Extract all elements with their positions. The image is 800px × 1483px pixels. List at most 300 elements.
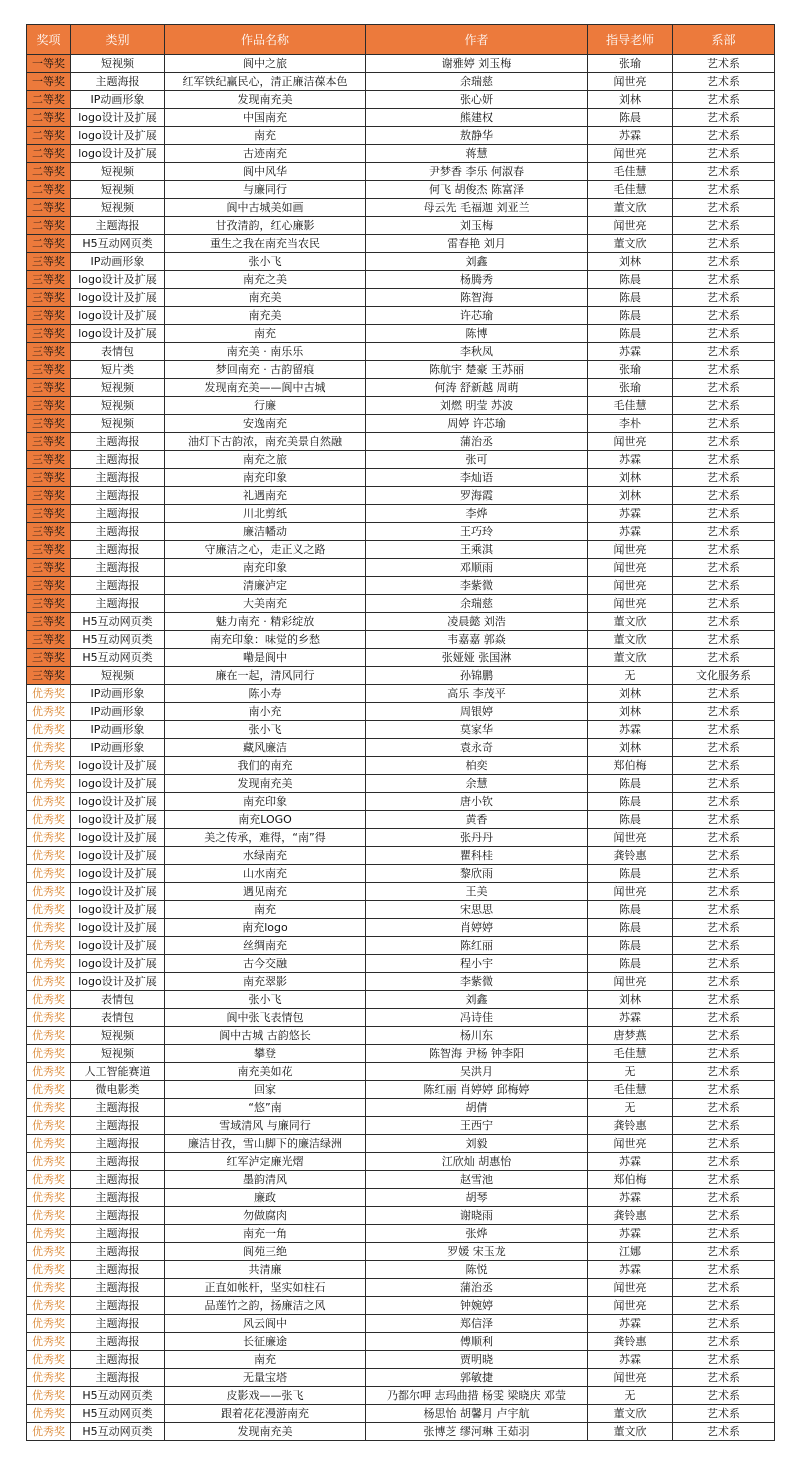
award-cell: 优秀奖 [27, 793, 71, 811]
award-cell: 三等奖 [27, 379, 71, 397]
work-title-cell: 清廉泸定 [165, 577, 366, 595]
table-row [27, 829, 775, 847]
category-cell: logo设计及扩展 [71, 919, 165, 937]
work-title-cell: 南充 [165, 325, 366, 343]
category-cell: logo设计及扩展 [71, 955, 165, 973]
category-cell: 主题海报 [71, 1207, 165, 1225]
award-cell: 三等奖 [27, 451, 71, 469]
award-cell: 三等奖 [27, 271, 71, 289]
category-cell: 短视频 [71, 163, 165, 181]
work-title-cell: 红军泸定廉光熠 [165, 1153, 366, 1171]
category-cell: 主题海报 [71, 217, 165, 235]
table-row [27, 685, 775, 703]
work-title-cell: 跟着花花漫游南充 [165, 1405, 366, 1423]
category-cell: logo设计及扩展 [71, 973, 165, 991]
table-row [27, 847, 775, 865]
author-cell: 谢晓雨 [366, 1207, 588, 1225]
award-cell: 优秀奖 [27, 1027, 71, 1045]
work-title-cell: 南充印象 [165, 559, 366, 577]
category-cell: 短视频 [71, 397, 165, 415]
work-title-cell: 风云阆中 [165, 1315, 366, 1333]
table-row [27, 1189, 775, 1207]
category-cell: IP动画形象 [71, 91, 165, 109]
department-cell: 艺术系 [673, 1333, 775, 1351]
category-cell: 主题海报 [71, 1189, 165, 1207]
advisor-cell: 陈晨 [588, 919, 673, 937]
department-cell: 艺术系 [673, 1027, 775, 1045]
advisor-cell: 毛佳慧 [588, 163, 673, 181]
department-cell: 艺术系 [673, 289, 775, 307]
work-title-cell: 藏风廉洁 [165, 739, 366, 757]
author-cell: 杨川东 [366, 1027, 588, 1045]
work-title-cell: 南充 [165, 127, 366, 145]
award-cell: 三等奖 [27, 505, 71, 523]
work-title-cell: 南充美 [165, 307, 366, 325]
table-row [27, 523, 775, 541]
author-cell: 邓顺雨 [366, 559, 588, 577]
advisor-cell: 毛佳慧 [588, 397, 673, 415]
department-cell: 艺术系 [673, 1315, 775, 1333]
author-cell: 蒋慧 [366, 145, 588, 163]
department-cell: 艺术系 [673, 1225, 775, 1243]
award-cell: 三等奖 [27, 559, 71, 577]
advisor-cell: 董文欣 [588, 1405, 673, 1423]
advisor-cell: 陈晨 [588, 901, 673, 919]
category-cell: 主题海报 [71, 1279, 165, 1297]
award-cell: 二等奖 [27, 235, 71, 253]
department-cell: 艺术系 [673, 847, 775, 865]
author-cell: 张博芝 缪河琳 王茹羽 [366, 1423, 588, 1441]
table-row [27, 109, 775, 127]
award-cell: 二等奖 [27, 181, 71, 199]
work-title-cell: 南充美 · 南乐乐 [165, 343, 366, 361]
department-cell: 艺术系 [673, 307, 775, 325]
department-cell: 艺术系 [673, 91, 775, 109]
department-cell: 艺术系 [673, 73, 775, 91]
category-cell: logo设计及扩展 [71, 847, 165, 865]
department-cell: 艺术系 [673, 775, 775, 793]
department-cell: 艺术系 [673, 127, 775, 145]
work-title-cell: 安逸南充 [165, 415, 366, 433]
author-cell: 许芯瑜 [366, 307, 588, 325]
department-cell: 艺术系 [673, 1243, 775, 1261]
award-cell: 优秀奖 [27, 991, 71, 1009]
work-title-cell: 美之传承，难得，“南”得 [165, 829, 366, 847]
author-cell: 尹梦香 李乐 何淑春 [366, 163, 588, 181]
table-row [27, 559, 775, 577]
table-row [27, 379, 775, 397]
category-cell: 主题海报 [71, 469, 165, 487]
table-row [27, 739, 775, 757]
department-cell: 艺术系 [673, 1009, 775, 1027]
work-title-cell: 张小飞 [165, 721, 366, 739]
award-cell: 优秀奖 [27, 1099, 71, 1117]
award-cell: 优秀奖 [27, 1063, 71, 1081]
advisor-cell: 陈晨 [588, 775, 673, 793]
work-title-cell: 南充logo [165, 919, 366, 937]
author-cell: 王西宁 [366, 1117, 588, 1135]
category-cell: 短视频 [71, 181, 165, 199]
table-row [27, 865, 775, 883]
advisor-cell: 董文欣 [588, 613, 673, 631]
award-cell: 三等奖 [27, 433, 71, 451]
table-row [27, 1207, 775, 1225]
category-cell: 主题海报 [71, 1261, 165, 1279]
advisor-cell: 闻世亮 [588, 1369, 673, 1387]
author-cell: 杨腾秀 [366, 271, 588, 289]
work-title-cell: 阆中古城 古韵悠长 [165, 1027, 366, 1045]
author-cell: 程小宇 [366, 955, 588, 973]
department-cell: 艺术系 [673, 811, 775, 829]
table-row [27, 253, 775, 271]
header-work-title: 作品名称 [165, 25, 366, 55]
award-cell: 优秀奖 [27, 1171, 71, 1189]
table-row [27, 775, 775, 793]
advisor-cell: 闻世亮 [588, 433, 673, 451]
award-cell: 优秀奖 [27, 1351, 71, 1369]
department-cell: 艺术系 [673, 1045, 775, 1063]
table-row [27, 127, 775, 145]
department-cell: 艺术系 [673, 793, 775, 811]
advisor-cell: 唐梦燕 [588, 1027, 673, 1045]
table-row [27, 1063, 775, 1081]
author-cell: 王乘淇 [366, 541, 588, 559]
advisor-cell: 龚铃惠 [588, 1207, 673, 1225]
category-cell: 主题海报 [71, 1315, 165, 1333]
category-cell: 主题海报 [71, 73, 165, 91]
department-cell: 艺术系 [673, 937, 775, 955]
work-title-cell: 魅力南充 · 精彩绽放 [165, 613, 366, 631]
table-row [27, 343, 775, 361]
author-cell: 刘玉梅 [366, 217, 588, 235]
author-cell: 郭敏捷 [366, 1369, 588, 1387]
category-cell: IP动画形象 [71, 685, 165, 703]
category-cell: 主题海报 [71, 1369, 165, 1387]
category-cell: 短视频 [71, 55, 165, 73]
department-cell: 艺术系 [673, 145, 775, 163]
author-cell: 陈智海 [366, 289, 588, 307]
table-row [27, 1009, 775, 1027]
department-cell: 艺术系 [673, 1207, 775, 1225]
award-cell: 二等奖 [27, 199, 71, 217]
table-row [27, 1279, 775, 1297]
table-row [27, 811, 775, 829]
category-cell: 主题海报 [71, 595, 165, 613]
department-cell: 艺术系 [673, 901, 775, 919]
author-cell: 蒲治丞 [366, 433, 588, 451]
award-cell: 三等奖 [27, 487, 71, 505]
department-cell: 艺术系 [673, 361, 775, 379]
author-cell: 韦嘉嘉 郭焱 [366, 631, 588, 649]
award-cell: 优秀奖 [27, 1369, 71, 1387]
advisor-cell: 张瑜 [588, 55, 673, 73]
author-cell: 雷春艳 刘月 [366, 235, 588, 253]
work-title-cell: 礼遇南充 [165, 487, 366, 505]
work-title-cell: 南充美如花 [165, 1063, 366, 1081]
advisor-cell: 无 [588, 1099, 673, 1117]
author-cell: 贾明晓 [366, 1351, 588, 1369]
author-cell: 钟婉婷 [366, 1297, 588, 1315]
advisor-cell: 陈晨 [588, 271, 673, 289]
advisor-cell: 苏霖 [588, 343, 673, 361]
department-cell: 艺术系 [673, 829, 775, 847]
table-row [27, 1099, 775, 1117]
department-cell: 艺术系 [673, 1063, 775, 1081]
author-cell: 蒲治丞 [366, 1279, 588, 1297]
work-title-cell: 阆中风华 [165, 163, 366, 181]
work-title-cell: 南充印象 [165, 469, 366, 487]
award-cell: 优秀奖 [27, 1297, 71, 1315]
work-title-cell: 勿做腐肉 [165, 1207, 366, 1225]
award-cell: 二等奖 [27, 145, 71, 163]
award-cell: 二等奖 [27, 127, 71, 145]
category-cell: 人工智能赛道 [71, 1063, 165, 1081]
department-cell: 艺术系 [673, 397, 775, 415]
table-row [27, 163, 775, 181]
award-cell: 二等奖 [27, 217, 71, 235]
author-cell: 柏奕 [366, 757, 588, 775]
advisor-cell: 毛佳慧 [588, 181, 673, 199]
advisor-cell: 刘林 [588, 739, 673, 757]
advisor-cell: 闻世亮 [588, 559, 673, 577]
award-cell: 优秀奖 [27, 1279, 71, 1297]
award-cell: 三等奖 [27, 307, 71, 325]
award-cell: 优秀奖 [27, 1189, 71, 1207]
author-cell: 李灿语 [366, 469, 588, 487]
category-cell: logo设计及扩展 [71, 145, 165, 163]
work-title-cell: 张小飞 [165, 253, 366, 271]
table-row [27, 1081, 775, 1099]
header-award: 奖项 [27, 25, 71, 55]
award-cell: 三等奖 [27, 595, 71, 613]
award-cell: 优秀奖 [27, 703, 71, 721]
work-title-cell: 遇见南充 [165, 883, 366, 901]
category-cell: logo设计及扩展 [71, 793, 165, 811]
work-title-cell: 发现南充美 [165, 1423, 366, 1441]
advisor-cell: 无 [588, 1387, 673, 1405]
award-cell: 三等奖 [27, 649, 71, 667]
work-title-cell: 南充LOGO [165, 811, 366, 829]
award-cell: 优秀奖 [27, 1135, 71, 1153]
table-row [27, 649, 775, 667]
department-cell: 艺术系 [673, 883, 775, 901]
department-cell: 艺术系 [673, 343, 775, 361]
department-cell: 艺术系 [673, 469, 775, 487]
advisor-cell: 龚铃惠 [588, 847, 673, 865]
category-cell: logo设计及扩展 [71, 829, 165, 847]
department-cell: 文化服务系 [673, 667, 775, 685]
category-cell: 主题海报 [71, 541, 165, 559]
table-row [27, 433, 775, 451]
advisor-cell: 江娜 [588, 1243, 673, 1261]
header-department: 系部 [673, 25, 775, 55]
category-cell: logo设计及扩展 [71, 883, 165, 901]
award-cell: 优秀奖 [27, 1261, 71, 1279]
work-title-cell: 南充 [165, 1351, 366, 1369]
work-title-cell: 攀登 [165, 1045, 366, 1063]
advisor-cell: 闻世亮 [588, 145, 673, 163]
category-cell: 短片类 [71, 361, 165, 379]
table-row [27, 397, 775, 415]
department-cell: 艺术系 [673, 757, 775, 775]
category-cell: H5互动网页类 [71, 1387, 165, 1405]
work-title-cell: 我们的南充 [165, 757, 366, 775]
author-cell: 瞿科桂 [366, 847, 588, 865]
author-cell: 余瑞慈 [366, 595, 588, 613]
category-cell: 主题海报 [71, 1351, 165, 1369]
author-cell: 肖婷婷 [366, 919, 588, 937]
department-cell: 艺术系 [673, 487, 775, 505]
table-row [27, 505, 775, 523]
table-row [27, 1369, 775, 1387]
work-title-cell: 阆中张飞表情包 [165, 1009, 366, 1027]
work-title-cell: 品莲竹之韵，扬廉洁之风 [165, 1297, 366, 1315]
author-cell: 陈博 [366, 325, 588, 343]
award-cell: 优秀奖 [27, 1387, 71, 1405]
advisor-cell: 陈晨 [588, 307, 673, 325]
award-cell: 优秀奖 [27, 721, 71, 739]
department-cell: 艺术系 [673, 1387, 775, 1405]
advisor-cell: 苏霖 [588, 1189, 673, 1207]
author-cell: 胡倩 [366, 1099, 588, 1117]
author-cell: 张丹丹 [366, 829, 588, 847]
author-cell: 郑信泽 [366, 1315, 588, 1333]
award-cell: 二等奖 [27, 109, 71, 127]
table-row [27, 1333, 775, 1351]
advisor-cell: 闻世亮 [588, 541, 673, 559]
award-cell: 优秀奖 [27, 1117, 71, 1135]
work-title-cell: 与廉同行 [165, 181, 366, 199]
advisor-cell: 刘林 [588, 469, 673, 487]
advisor-cell: 苏霖 [588, 1009, 673, 1027]
work-title-cell: 南充美 [165, 289, 366, 307]
work-title-cell: 廉在一起，清风同行 [165, 667, 366, 685]
work-title-cell: 南充 [165, 901, 366, 919]
advisor-cell: 闻世亮 [588, 1279, 673, 1297]
category-cell: H5互动网页类 [71, 649, 165, 667]
department-cell: 艺术系 [673, 613, 775, 631]
advisor-cell: 陈晨 [588, 793, 673, 811]
award-cell: 优秀奖 [27, 901, 71, 919]
department-cell: 艺术系 [673, 991, 775, 1009]
work-title-cell: 陈小寿 [165, 685, 366, 703]
department-cell: 艺术系 [673, 1351, 775, 1369]
table-row [27, 1045, 775, 1063]
category-cell: logo设计及扩展 [71, 937, 165, 955]
work-title-cell: 张小飞 [165, 991, 366, 1009]
department-cell: 艺术系 [673, 541, 775, 559]
work-title-cell: 无量宝塔 [165, 1369, 366, 1387]
author-cell: 刘燃 明莹 苏波 [366, 397, 588, 415]
author-cell: 熊建权 [366, 109, 588, 127]
department-cell: 艺术系 [673, 109, 775, 127]
table-row [27, 235, 775, 253]
department-cell: 艺术系 [673, 703, 775, 721]
category-cell: 短视频 [71, 199, 165, 217]
category-cell: logo设计及扩展 [71, 307, 165, 325]
department-cell: 艺术系 [673, 1171, 775, 1189]
author-cell: 罗媛 宋玉龙 [366, 1243, 588, 1261]
advisor-cell: 董文欣 [588, 631, 673, 649]
work-title-cell: 重生之我在南充当农民 [165, 235, 366, 253]
award-cell: 优秀奖 [27, 1207, 71, 1225]
advisor-cell: 张瑜 [588, 379, 673, 397]
work-title-cell: 廉洁幡动 [165, 523, 366, 541]
table-row [27, 271, 775, 289]
advisor-cell: 闻世亮 [588, 1135, 673, 1153]
advisor-cell: 刘林 [588, 487, 673, 505]
work-title-cell: 阆中古城美如画 [165, 199, 366, 217]
author-cell: 陈红丽 [366, 937, 588, 955]
advisor-cell: 闻世亮 [588, 217, 673, 235]
table-row [27, 1153, 775, 1171]
work-title-cell: 南充一角 [165, 1225, 366, 1243]
work-title-cell: 南充之旅 [165, 451, 366, 469]
department-cell: 艺术系 [673, 739, 775, 757]
author-cell: 冯诗佳 [366, 1009, 588, 1027]
table-row [27, 451, 775, 469]
department-cell: 艺术系 [673, 217, 775, 235]
author-cell: 周婷 许芯瑜 [366, 415, 588, 433]
award-cell: 优秀奖 [27, 1081, 71, 1099]
advisor-cell: 陈晨 [588, 937, 673, 955]
award-cell: 优秀奖 [27, 1333, 71, 1351]
advisor-cell: 苏霖 [588, 523, 673, 541]
category-cell: logo设计及扩展 [71, 757, 165, 775]
table-row [27, 415, 775, 433]
advisor-cell: 陈晨 [588, 955, 673, 973]
table-row [27, 541, 775, 559]
category-cell: 主题海报 [71, 1333, 165, 1351]
category-cell: H5互动网页类 [71, 1405, 165, 1423]
award-cell: 优秀奖 [27, 811, 71, 829]
department-cell: 艺术系 [673, 955, 775, 973]
author-cell: 宋思思 [366, 901, 588, 919]
author-cell: 李紫微 [366, 973, 588, 991]
work-title-cell: 嘞是阆中 [165, 649, 366, 667]
work-title-cell: 回家 [165, 1081, 366, 1099]
category-cell: H5互动网页类 [71, 613, 165, 631]
table-row [27, 145, 775, 163]
table-row [27, 991, 775, 1009]
advisor-cell: 闻世亮 [588, 577, 673, 595]
category-cell: IP动画形象 [71, 703, 165, 721]
department-cell: 艺术系 [673, 181, 775, 199]
award-sheet [26, 24, 774, 1441]
table-row [27, 199, 775, 217]
header-advisor: 指导老师 [588, 25, 673, 55]
table-row [27, 667, 775, 685]
award-cell: 优秀奖 [27, 1225, 71, 1243]
table-row [27, 901, 775, 919]
category-cell: 主题海报 [71, 1099, 165, 1117]
author-cell: 黎欣雨 [366, 865, 588, 883]
category-cell: logo设计及扩展 [71, 127, 165, 145]
award-cell: 一等奖 [27, 55, 71, 73]
table-row [27, 91, 775, 109]
award-cell: 三等奖 [27, 523, 71, 541]
advisor-cell: 闻世亮 [588, 1297, 673, 1315]
work-title-cell: 红军铁纪赢民心，清正廉洁葆本色 [165, 73, 366, 91]
work-title-cell: 发现南充美——阆中古城 [165, 379, 366, 397]
table-row [27, 1117, 775, 1135]
award-cell: 优秀奖 [27, 685, 71, 703]
table-row [27, 1225, 775, 1243]
category-cell: logo设计及扩展 [71, 289, 165, 307]
advisor-cell: 闻世亮 [588, 883, 673, 901]
category-cell: IP动画形象 [71, 253, 165, 271]
category-cell: 短视频 [71, 1045, 165, 1063]
